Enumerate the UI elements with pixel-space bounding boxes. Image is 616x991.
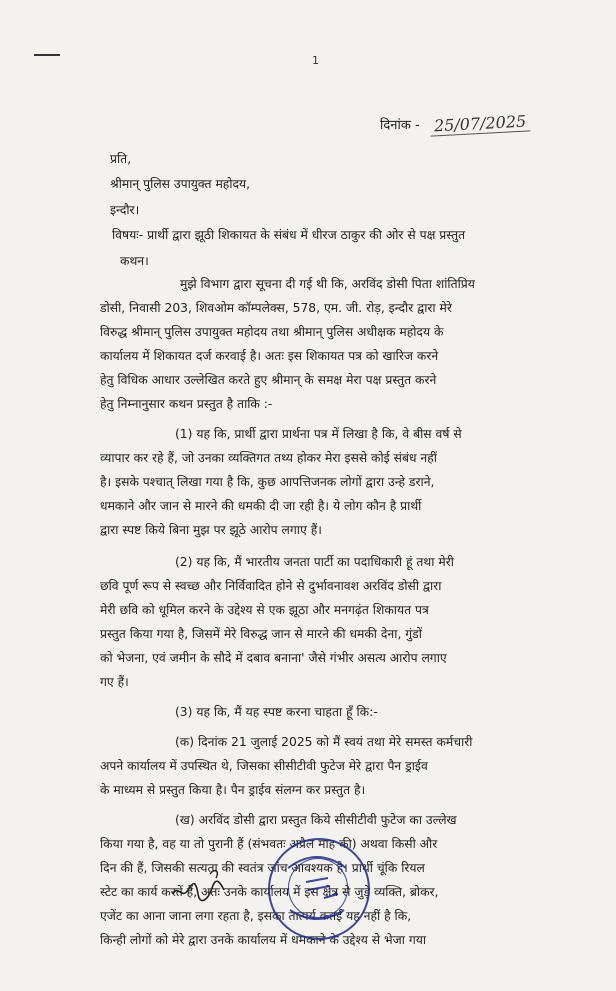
body-line: गए हैं। [100, 675, 129, 689]
body-line: अपने कार्यालय में उपस्थित थे, जिसका सीसीटीवी फुटेज मेरे द्वारा पैन ड्राईव [100, 759, 428, 773]
body-line: (2) यह कि, मैं भारतीय जनता पार्टी का पदाधिकारी हूं तथा मेरी [175, 555, 454, 569]
body-line: कथन। [120, 254, 149, 268]
body-line: द्वारा स्पष्ट किये बिना मुझ पर झूठे आरोप लगाए हैं। [100, 523, 322, 537]
body-line: विरुद्ध श्रीमान् पुलिस उपायुक्त महोदय तथा श्रीमान् पुलिस अधीक्षक महोदय के [100, 325, 444, 339]
date-label: दिनांक - [380, 118, 420, 133]
body-line: (ख) अरविंद डोसी द्वारा प्रस्तुत किये सीसीटीवी फुटेज का उल्लेख [175, 813, 457, 827]
body-line: एजेंट का आना जाना लगा रहता है, इसका तात्पर्य कतई यह नहीं है कि, [100, 909, 412, 923]
date-line [380, 111, 530, 136]
body-line: व्यापार कर रहे हैं, जो उनका व्यक्तिगत तथ्य होकर मेरा इससे कोई संबंध नहीं [100, 451, 437, 465]
stamp-marks [268, 838, 366, 936]
body-line: किन्ही लोगों को मेरे द्वारा उनके कार्यालय में धमकाने के उद्देश्य से भेजा गया [100, 933, 427, 947]
body-line: (3) यह कि, मैं यह स्पष्ट करना चाहता हूँ कि:- [175, 705, 378, 719]
city: इन्दौर। [110, 203, 140, 217]
body-line: कार्यालय में शिकायत दर्ज करवाई है। अतः इस शिकायत पत्र को खारिज करने [100, 349, 439, 363]
body-line: विषयः- प्रार्थी द्वारा झूठी शिकायत के संबंध में धीरज ठाकुर की ओर से पक्ष प्रस्तुत [112, 228, 466, 242]
body-line: हेतु विधिक आधार उल्लेखित करते हुए श्रीमान् के समक्ष मेरा पक्ष प्रस्तुत करने [100, 373, 437, 387]
body-line: किया गया है, वह या तो पुरानी हैं (संभवतः अप्रैल माह की) अथवा किसी और [100, 837, 438, 851]
body-line: मेरी छवि को धूमिल करने के उद्देश्य से एक झूठा और मनगढ़ंत शिकायत पत्र [100, 603, 429, 617]
body-line: हेतु निम्नानुसार कथन प्रस्तुत है ताकि :- [100, 397, 273, 411]
official-stamp [268, 838, 370, 940]
body-line: (1) यह कि, प्रार्थी द्वारा प्रार्थना पत्र में लिखा है कि, वे बीस वर्ष से [175, 427, 462, 441]
body-line: को भेजना, एवं जमीन के सौदे में दबाव बनाना' जैसे गंभीर असत्य आरोप लगाए [100, 651, 447, 665]
body-line: प्रस्तुत किया गया है, जिसमें मेरे विरुद्ध जान से मारने की धमकी देना, गुंडों [100, 627, 422, 641]
salutation: प्रति, [110, 152, 132, 166]
body-line: दिन की हैं, जिसकी सत्यता की स्वतंत्र जांच आवश्यक है। प्रार्थी चूंकि रियल [100, 861, 425, 875]
page-number: 1 [312, 54, 319, 67]
addressee: श्रीमान् पुलिस उपायुक्त महोदय, [110, 177, 251, 191]
top-dash-mark [34, 54, 60, 56]
body-line: छवि पूर्ण रूप से स्वच्छ और निर्विवादित होने से दुर्भावनावश अरविंद डोसी द्वारा [100, 579, 442, 593]
date-value-handwritten: 25/07/2025 [429, 111, 530, 136]
body-line: डोसी, निवासी 203, शिवओम कॉम्पलेक्स, 578, एम. जी. रोड़, इन्दौर द्वारा मेरे [100, 301, 452, 315]
body-line: मुझे विभाग द्वारा सूचना दी गई थी कि, अरविंद डोसी पिता शांतिप्रिय [180, 277, 475, 291]
body-line: (क) दिनांक 21 जुलाई 2025 को मैं स्वयं तथा मेरे समस्त कर्मचारी [175, 735, 473, 749]
body-line: है। इसके पश्चात् लिखा गया है कि, कुछ आपत्तिजनक लोगों द्वारा उन्हे डराने, [100, 475, 435, 489]
body-line: के माध्यम से प्रस्तुत किया है। पैन ड्राईव संलग्न कर प्रस्तुत है। [100, 783, 366, 797]
handwritten-signature [168, 860, 238, 910]
body-line: धमकाने और जान से मारने की धमकी दी जा रही है। ये लोग कौन है प्रार्थी [100, 499, 422, 513]
body-line: स्टेट का कार्य करतें हैं, अतः उनके कार्यालय में इस क्षेत्र से जुड़े व्यक्ति, ब्रोकर, [100, 885, 439, 899]
